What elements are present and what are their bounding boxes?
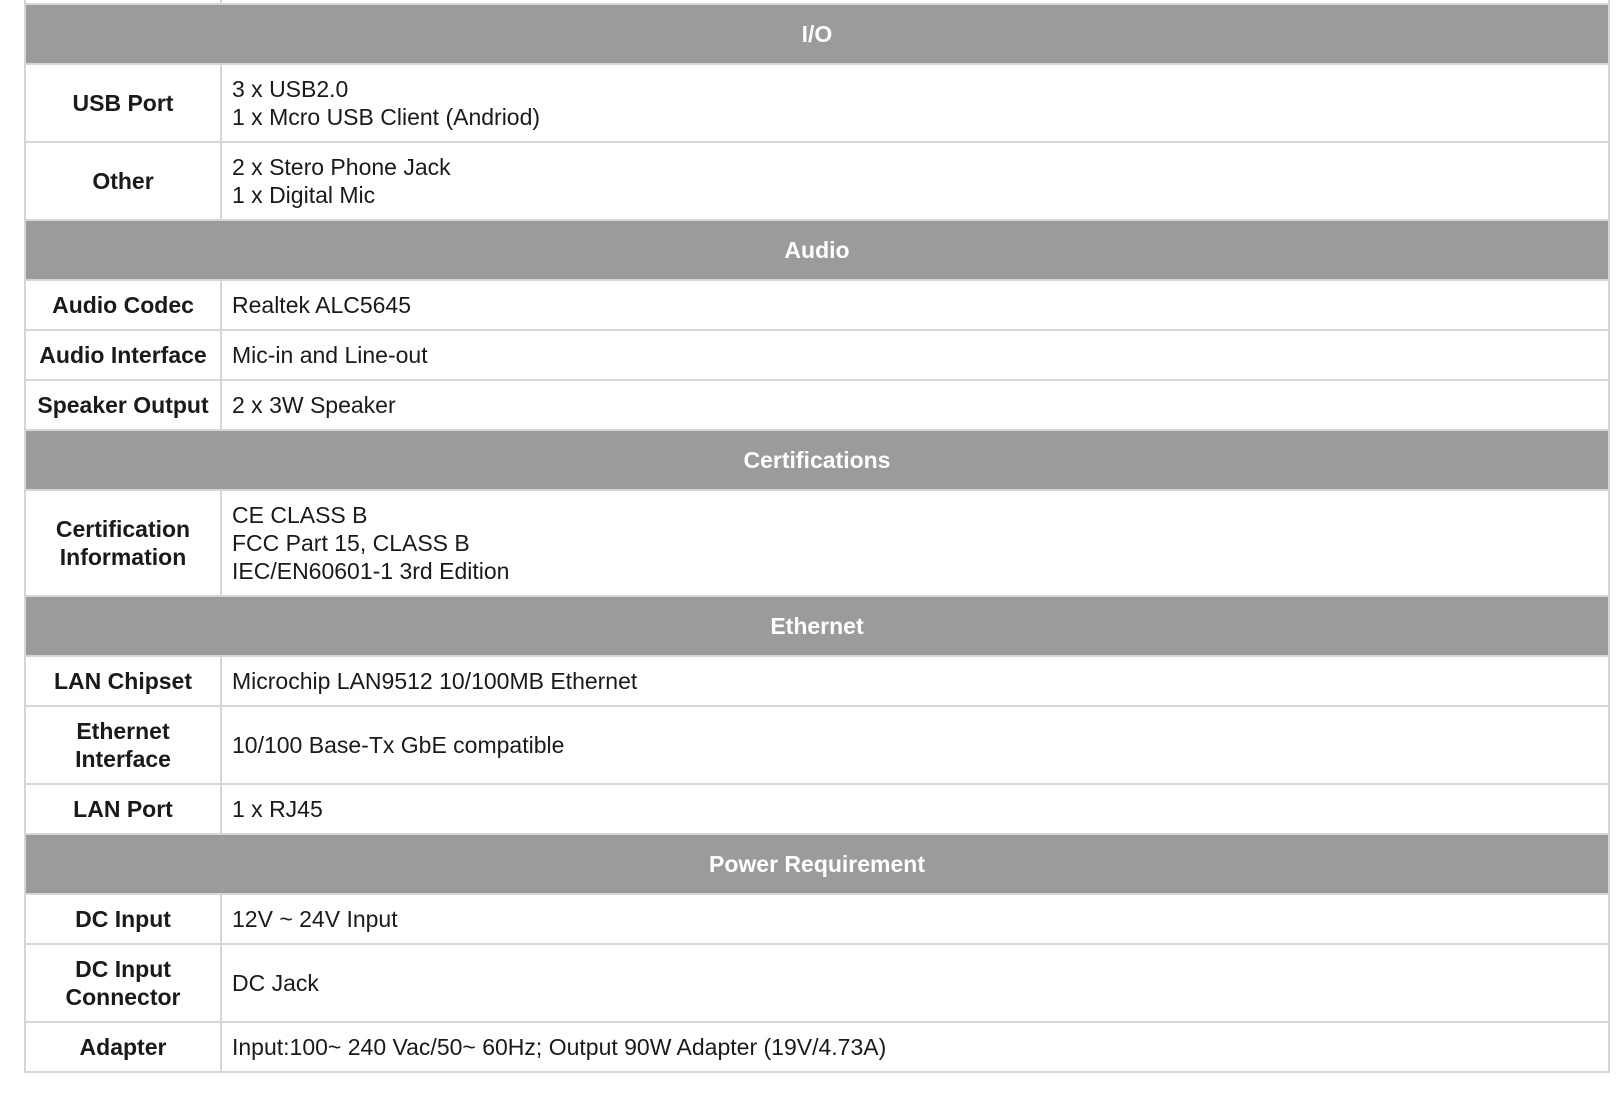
spec-value-line: 12V ~ 24V Input	[232, 906, 398, 932]
spec-table-body	[25, 0, 1609, 1072]
spec-row-dc-input-connector	[25, 944, 1609, 1022]
spec-value	[221, 944, 1609, 1022]
spec-value-line: 2 x Stero Phone Jack	[232, 154, 451, 180]
spec-value-line: IEC/EN60601-1 3rd Edition	[232, 558, 510, 584]
spec-table	[24, 0, 1610, 1073]
spec-label: LAN Port	[25, 784, 221, 834]
spec-row-other	[25, 142, 1609, 220]
spec-value	[221, 142, 1609, 220]
spec-value-line: FCC Part 15, CLASS B	[232, 530, 470, 556]
spec-value-line: Microchip LAN9512 10/100MB Ethernet	[232, 668, 638, 694]
spec-row-lan-port	[25, 784, 1609, 834]
spec-label: Other	[25, 142, 221, 220]
spec-label: LAN Chipset	[25, 656, 221, 706]
spec-value	[221, 380, 1609, 430]
spec-value	[221, 706, 1609, 784]
section-title: I/O	[25, 4, 1609, 64]
spec-value-line: Mic-in and Line-out	[232, 342, 428, 368]
spec-row-usb-port	[25, 64, 1609, 142]
spec-value-line: 1 x Mcro USB Client (Andriod)	[232, 104, 541, 130]
spec-row-speaker-output	[25, 380, 1609, 430]
spec-label: Audio Interface	[25, 330, 221, 380]
spec-label: Audio Codec	[25, 280, 221, 330]
spec-value-line: 3 x USB2.0	[232, 76, 349, 102]
spec-value-line: 10/100 Base-Tx GbE compatible	[232, 732, 565, 758]
spec-row-audio-interface	[25, 330, 1609, 380]
spec-row-ethernet-interface	[25, 706, 1609, 784]
spec-row-lan-chipset	[25, 656, 1609, 706]
section-title: Certifications	[25, 430, 1609, 490]
spec-value-line: Input:100~ 240 Vac/50~ 60Hz; Output 90W Adapter (19V/4.73A)	[232, 1034, 887, 1060]
spec-value-line: 2 x 3W Speaker	[232, 392, 396, 418]
spec-value	[221, 784, 1609, 834]
spec-value-line: 1 x Digital Mic	[232, 182, 376, 208]
spec-value	[221, 280, 1609, 330]
spec-value-line: Realtek ALC5645	[232, 292, 412, 318]
spec-label: DC Input	[25, 894, 221, 944]
spec-row-dc-input	[25, 894, 1609, 944]
spec-label: USB Port	[25, 64, 221, 142]
spec-value-line: CE CLASS B	[232, 502, 368, 528]
section-title: Power Requirement	[25, 834, 1609, 894]
spec-value	[221, 656, 1609, 706]
spec-value	[221, 1022, 1609, 1072]
spec-value-line: DC Jack	[232, 970, 319, 996]
spec-value-line: 1 x RJ45	[232, 796, 323, 822]
section-header-power-requirement	[25, 834, 1609, 894]
spec-label: DC Input Connector	[25, 944, 221, 1022]
section-header-i-o	[25, 4, 1609, 64]
spec-value	[221, 64, 1609, 142]
spec-value	[221, 490, 1609, 596]
spec-label: Ethernet Interface	[25, 706, 221, 784]
spec-label: Certification Information	[25, 490, 221, 596]
section-header-certifications	[25, 430, 1609, 490]
section-header-audio	[25, 220, 1609, 280]
section-header-ethernet	[25, 596, 1609, 656]
spec-label: Speaker Output	[25, 380, 221, 430]
spec-row-adapter	[25, 1022, 1609, 1072]
spec-value	[221, 894, 1609, 944]
section-title: Ethernet	[25, 596, 1609, 656]
spec-row-certification-information	[25, 490, 1609, 596]
spec-table-container	[24, 0, 1608, 1073]
spec-value	[221, 330, 1609, 380]
spec-row-audio-codec	[25, 280, 1609, 330]
section-title: Audio	[25, 220, 1609, 280]
spec-label: Adapter	[25, 1022, 221, 1072]
